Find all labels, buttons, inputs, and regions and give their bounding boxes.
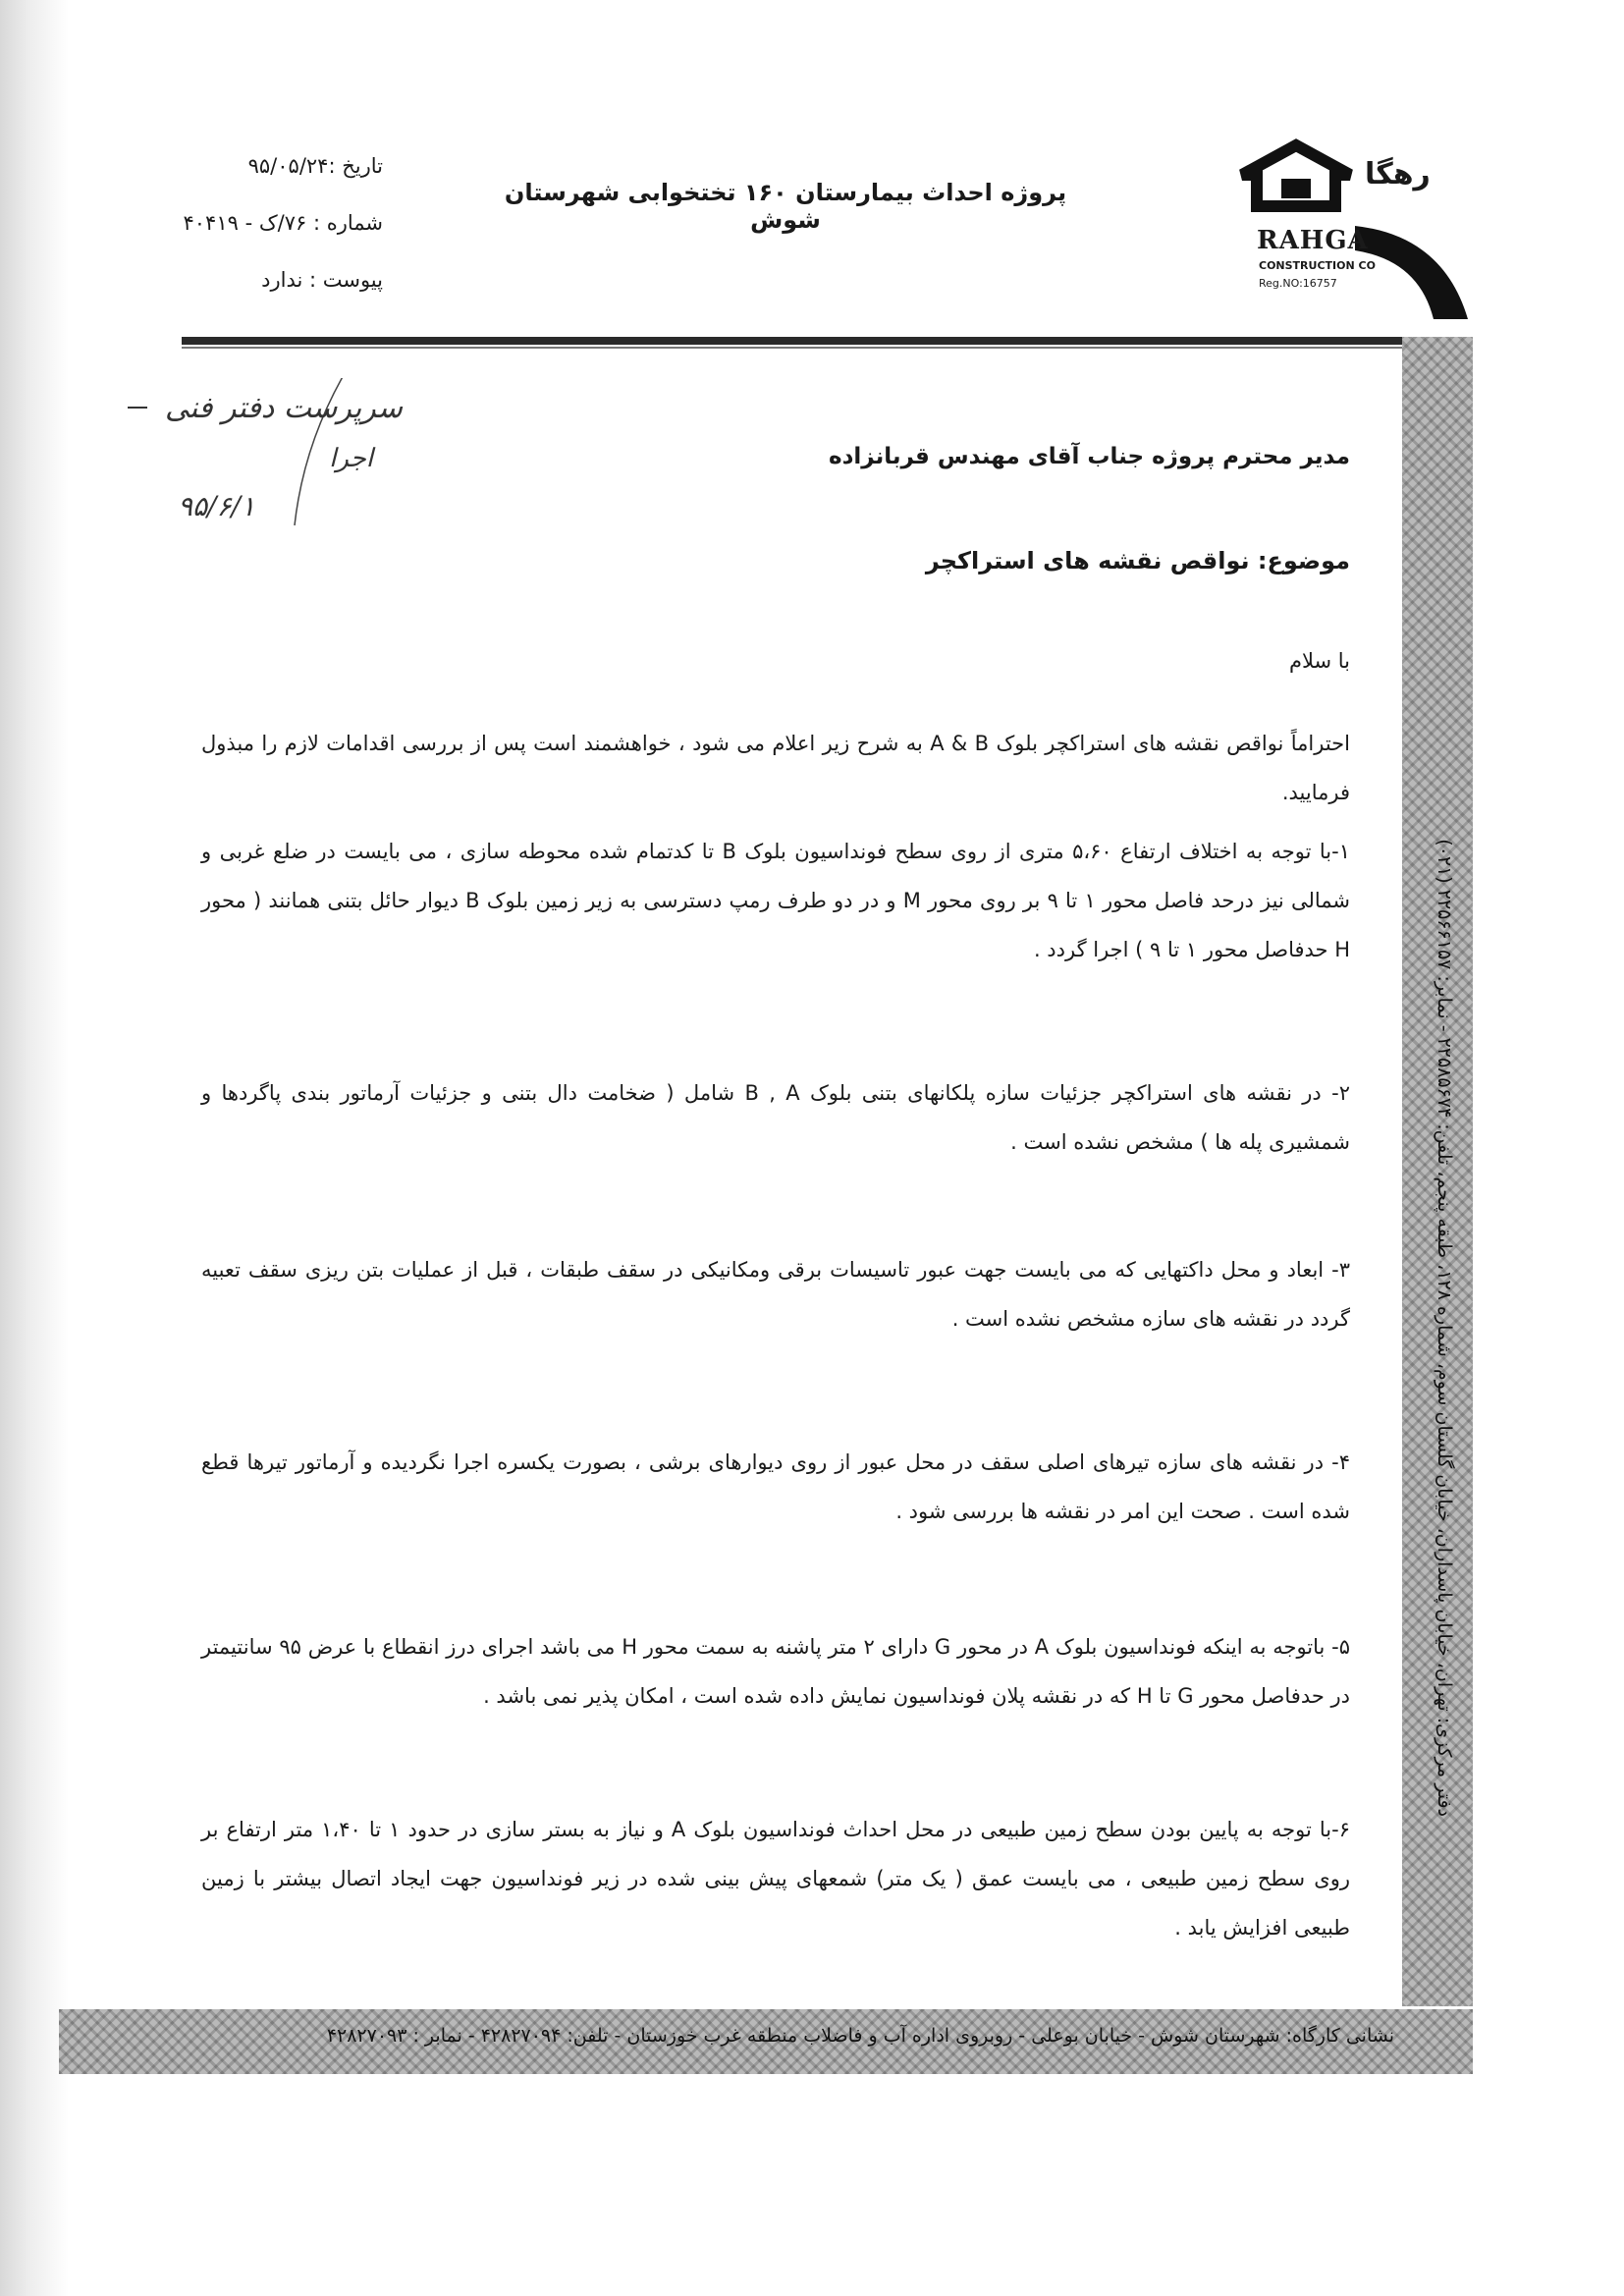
intro-paragraph: احتراماً نواقص نقشه های استراکچر بلوک A & B به شرح زیر اعلام می شود ، خواهشمند است پس از بررسی اقدامات لازم را مبذول فرمایید. bbox=[201, 732, 1350, 804]
greeting: با سلام bbox=[1288, 649, 1350, 673]
subject-line: موضوع: نواقص نقشه های استراکچر bbox=[925, 547, 1350, 574]
list-item: ۶-با توجه به پایین بودن سطح زمین طبیعی در محل احداث فونداسیون بلوک A و نیاز به بستر سازی در حدود ۱ تا ۱،۴۰ متر ارتفاع بر روی سطح زمین طبیعی ، می بایست عمق ( یک متر) شمعهای پیش بینی شده در زیر فونداسیون جهت ایجاد اتصال بیشتر با زمین طبیعی افزایش یابد . bbox=[201, 1818, 1351, 1940]
number-line: شماره : ۷۶/ک - ۴۰۴۱۹ bbox=[183, 211, 383, 235]
list-item: ۳- ابعاد و محل داکتهایی که می بایست جهت عبور تاسیسات برقی ومکانیکی در سقف طبقات ، قبل از عملیات بتن ریزی سقف تعبیه گردد در نقشه های سازه مشخص نشده است . bbox=[201, 1258, 1350, 1331]
date-line: تاریخ :۹۵/۰۵/۲۴ bbox=[247, 154, 383, 178]
recipient-line: مدیر محترم پروژه جناب آقای مهندس قربانزاده bbox=[829, 444, 1350, 469]
letter-meta bbox=[184, 137, 384, 308]
handwritten-line-2: اجرا bbox=[329, 444, 373, 473]
list-item: ۱-با توجه به اختلاف ارتفاع ۵،۶۰ متری از روی سطح فونداسیون بلوک B تا کدتمام شده محوطه سازی ، می بایست در ضلع غربی و شمالی نیز درحد فاصل محور ۱ تا ۹ بر روی محور M و در دو طرف رمپ دسترسی به زیر زمین بلوک B دیوار حائل بتنی همانند ( محور H حدفاصل محور ۱ تا ۹ ) اجرا گردد . bbox=[201, 840, 1351, 961]
scan-edge-shadow bbox=[0, 0, 69, 2296]
logo-persian-name: رهگا bbox=[1365, 157, 1431, 191]
list-item: ۴- در نقشه های سازه تیرهای اصلی سقف در محل عبور از روی دیوارهای برشی ، بصورت یکسره اجرا نگردیده و آرماتور تیرها قطع شده است . صحت این امر در نقشه ها بررسی شود . bbox=[201, 1450, 1350, 1523]
logo-english-name: RAHGA bbox=[1257, 226, 1369, 255]
handwritten-line-1: سرپرست دفتر فنی bbox=[165, 391, 403, 425]
logo-registration: Reg.NO:16757 bbox=[1259, 277, 1337, 290]
list-item: ۲- در نقشه های استراکچر جزئیات سازه پلکانهای بتنی بلوک B , A شامل ( ضخامت دال بتنی و جزئیات آرماتور بندی پاگردها و شمشیری پله ها ) مشخص نشده است . bbox=[201, 1081, 1350, 1154]
handwritten-line-3: ۹۵/۶/۱ bbox=[177, 490, 255, 522]
head-office-address: دفتر مرکزی: تهران، خیابان پاسداران، خیابان گلستان سوم، شماره ۱۲۸، طبقه پنجم، تلفن: ۲۲۵۸۵۶۷۴ - نمابر: ۲۲۵۶۶۱۵۷ (۰۲۱) bbox=[1434, 839, 1455, 1817]
attachment-line: پیوست : ندارد bbox=[261, 268, 383, 292]
project-title: پروژه احداث بیمارستان ۱۶۰ تختخوابی شهرستان شوش bbox=[504, 179, 1067, 234]
company-logo bbox=[1188, 128, 1473, 319]
logo-subtitle: CONSTRUCTION CO bbox=[1259, 259, 1376, 272]
list-item: ۵- باتوجه به اینکه فونداسیون بلوک A در محور G دارای ۲ متر پاشنه به سمت محور H می باشد اجرای درز انقطاع با عرض ۹۵ سانتیمتر در حدفاصل محور G تا H که در نقشه پلان فونداسیون نمایش داده شده است ، امکان پذیر نمی باشد . bbox=[201, 1635, 1351, 1708]
header-rule-thin bbox=[182, 347, 1473, 349]
header-rule bbox=[182, 337, 1473, 345]
letterhead bbox=[157, 118, 1473, 314]
site-address-footer: نشانی کارگاه: شهرستان شوش - خیابان بوعلی - روبروی اداره آب و فاضلاب منطقه غرب خوزستان - تلفن: ۴۲۸۲۷۰۹۴ - نمابر : ۴۲۸۲۷۰۹۳ bbox=[326, 2025, 1394, 2047]
